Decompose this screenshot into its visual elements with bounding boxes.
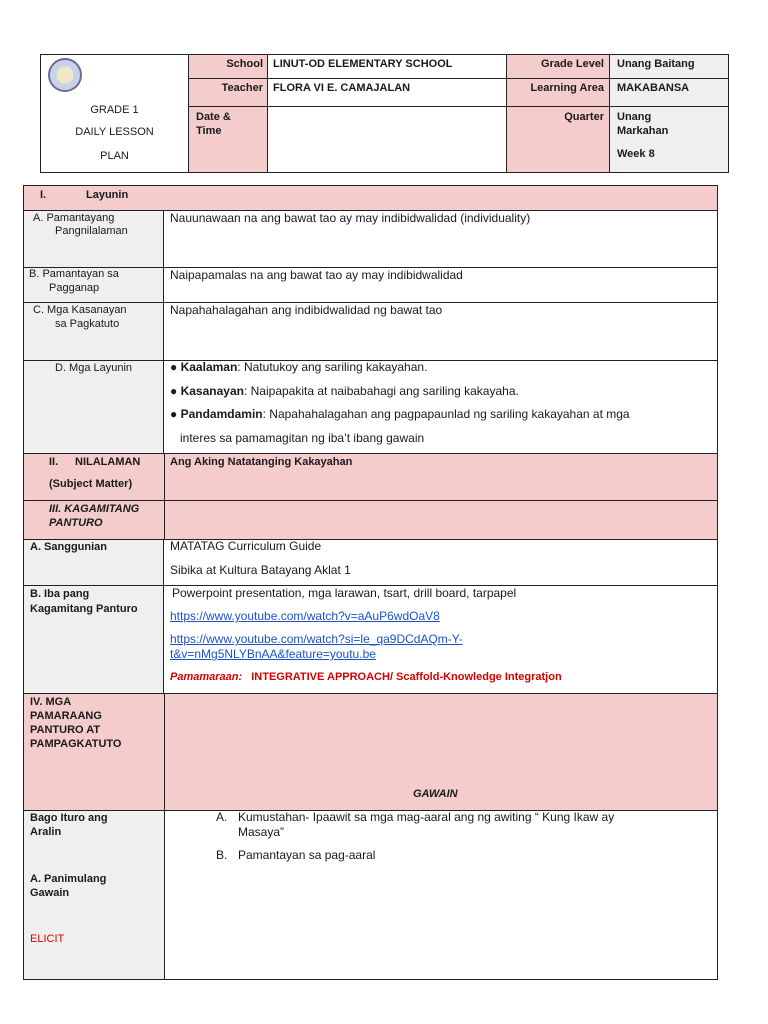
learning-area-label: Learning Area [530, 82, 604, 94]
bullet: ● [170, 407, 178, 421]
layunin-item [170, 384, 519, 399]
sanggunian-line2: Sibika at Kultura Batayang Aklat 1 [170, 563, 351, 577]
kasanayan-term: Kasanayan [180, 384, 244, 398]
iv-label-2: PAMARAANG [30, 710, 102, 722]
daily-lesson-label: DAILY LESSON [75, 126, 154, 138]
grade-level-label: Grade Level [541, 58, 604, 70]
gawain-a-letter: A. [216, 810, 228, 824]
layunin-num: I. [40, 189, 47, 201]
youtube-link-2[interactable]: https://www.youtube.com/watch?si=le_qa9DCdAQm-Y- [170, 632, 463, 646]
layunin-item [170, 360, 427, 375]
pamantayang-label-1: A. Pamantayang [33, 212, 115, 224]
pamamaraan-line [170, 670, 562, 684]
col-divider [164, 694, 165, 980]
iba-line1: Powerpoint presentation, mga larawan, tsart, drill board, tarpapel [172, 586, 517, 600]
teacher-value: FLORA VI E. CAMAJALAN [273, 82, 411, 94]
pagganap-label-2: Pagganap [49, 282, 100, 294]
week-value: Week 8 [617, 148, 655, 160]
gawain-a-line2: Masaya” [238, 825, 285, 839]
pamantayang-value: Nauunawaan na ang bawat tao ay may indibidwalidad (individuality) [170, 211, 531, 225]
panimula-label-1: A. Panimulang [30, 873, 107, 885]
pagganap-value: Naipapamalas na ang bawat tao ay may indibidwalidad [170, 268, 463, 282]
pandamdamin-text: : Napahahalagahan ang pagpapaunlad ng sariling kakayahan at mga [262, 407, 630, 421]
header-row-divider [189, 106, 729, 107]
nilalaman-num: II. [49, 456, 59, 468]
label-column [24, 211, 164, 454]
gawain-heading: GAWAIN [413, 788, 458, 800]
pamamaraan-label: Pamamaraan: [170, 671, 243, 683]
elicit-label: ELICIT [30, 933, 65, 945]
panimula-label-2: Gawain [30, 887, 70, 899]
col-divider [164, 501, 165, 539]
pamantayang-label-2: Pangnilalaman [55, 225, 128, 237]
iv-label-4: PAMPAGKATUTO [30, 738, 122, 750]
quarter-value-1: Unang [617, 111, 652, 123]
quarter-label: Quarter [564, 111, 604, 123]
kagamitan-label-2: PANTURO [49, 517, 103, 529]
nilalaman-value: Ang Aking Natatanging Kakayahan [170, 456, 353, 468]
layunin-title: Layunin [86, 189, 129, 201]
label-column [24, 540, 164, 693]
time-label: Time [196, 125, 222, 137]
deped-seal-icon [48, 58, 82, 92]
kasanayan-value: Napahahalagahan ang indibidwalidad ng bawat tao [170, 303, 443, 317]
learning-area-value: MAKABANSA [617, 82, 690, 94]
gawain-a-line1: Kumustahan- Ipaawit sa mga mag-aaral ang ng awiting “ Kung Ikaw ay [238, 810, 615, 824]
date-label: Date & [196, 111, 231, 123]
bago-label-1: Bago Ituro ang [30, 812, 108, 824]
school-value: LINUT-OD ELEMENTARY SCHOOL [273, 58, 453, 70]
sanggunian-line1: MATATAG Curriculum Guide [170, 539, 322, 553]
pagganap-label-1: B. Pamantayan sa [29, 268, 119, 280]
nilalaman-title: NILALAMAN [75, 456, 141, 468]
youtube-link-1[interactable]: https://www.youtube.com/watch?v=aAuP6wdOaV8 [170, 609, 440, 623]
grade-label: GRADE 1 [90, 104, 139, 116]
iv-label-1: IV. MGA [30, 696, 72, 708]
gawain-b-letter: B. [216, 848, 228, 862]
iv-label-3: PANTURO AT [30, 724, 101, 736]
youtube-link-2-cont[interactable]: t&v=nMg5NLYBnAA&feature=youtu.be [170, 647, 376, 661]
pandamdamin-continuation: interes sa pamamagitan ng iba’t ibang gawain [180, 431, 425, 445]
kasanayan-label-1: C. Mga Kasanayan [33, 304, 127, 316]
kasanayan-label-2: sa Pagkatuto [55, 318, 120, 330]
pandamdamin-term: Pandamdamin [180, 407, 263, 421]
plan-label: PLAN [100, 150, 129, 162]
header-row-divider [189, 78, 729, 79]
iba-label-1: B. Iba pang [30, 588, 90, 600]
subject-matter: (Subject Matter) [49, 478, 133, 490]
kagamitan-label-1: III. KAGAMITANG [49, 503, 140, 515]
bago-label-2: Aralin [30, 826, 62, 838]
grade-level-value: Unang Baitang [617, 58, 695, 70]
teacher-label: Teacher [221, 82, 263, 94]
school-label: School [226, 58, 263, 70]
quarter-value-2: Markahan [617, 125, 669, 137]
sanggunian-label: A. Sanggunian [30, 541, 107, 553]
kaalaman-term: Kaalaman [180, 360, 238, 374]
kaalaman-text: : Natutukoy ang sariling kakayahan. [237, 360, 428, 374]
pamaraan-row [24, 694, 717, 810]
layunin-item [170, 407, 630, 422]
iba-label-2: Kagamitang Panturo [30, 603, 138, 615]
bullet: ● [170, 360, 178, 374]
pamamaraan-value: INTEGRATIVE APPROACH/ Scaffold-Knowledge Integratjon [251, 671, 562, 683]
mga-layunin-label: D. Mga Layunin [55, 362, 133, 374]
kasanayan-text: : Naipapakita at naibabahagi ang sariling kakayaha. [243, 384, 519, 398]
gawain-b-text: Pamantayan sa pag-aaral [238, 848, 376, 862]
bullet: ● [170, 384, 178, 398]
